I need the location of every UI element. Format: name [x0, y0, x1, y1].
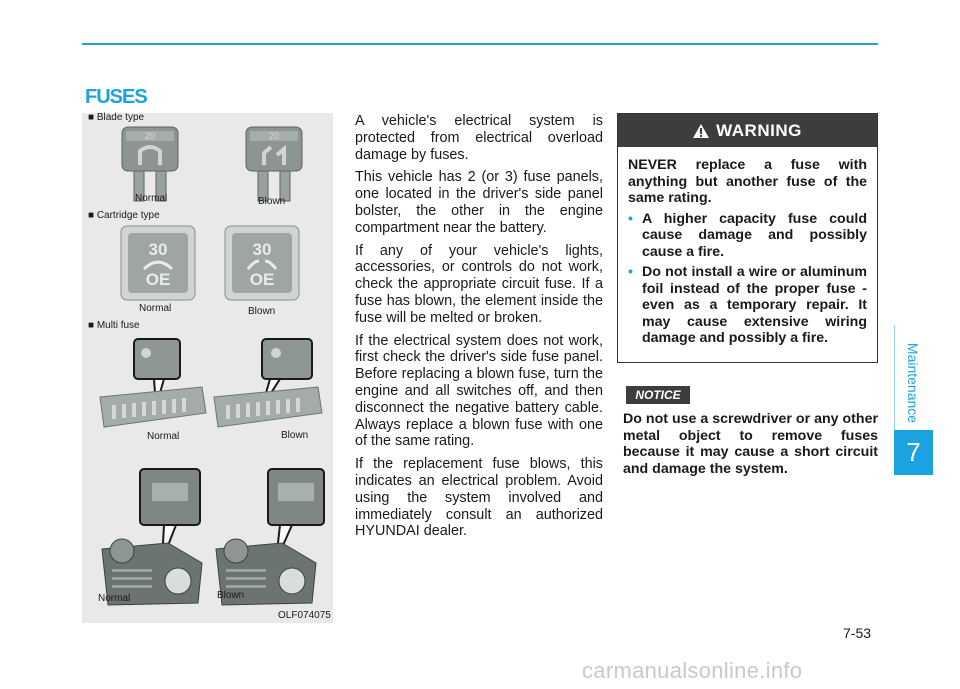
- fuse-figure: [82, 113, 333, 623]
- cartridge-normal-label: Normal: [139, 303, 172, 314]
- multi-fuse-label: ■ Multi fuse: [88, 320, 140, 331]
- fuse-module-blown-image: [212, 465, 328, 607]
- multi-fuse-normal-image: [98, 335, 210, 435]
- notice-tag: NOTICE: [626, 386, 690, 404]
- blade-type-label: ■ Blade type: [88, 112, 145, 123]
- cartridge-blown-label: Blown: [248, 306, 276, 317]
- watermark-link[interactable]: carmanualsonline.info: [582, 658, 803, 683]
- warning-box: [617, 113, 878, 363]
- sidebar-chapter-label: [894, 335, 933, 430]
- body-text: [355, 113, 603, 546]
- sidebar-label-text: Maintenance: [905, 342, 922, 423]
- chapter-tab: 7: [894, 430, 933, 475]
- body-paragraph-1: A vehicle's electrical system is protected from electrical overload damage by fuses.: [355, 113, 603, 163]
- warning-header: [618, 114, 877, 147]
- warning-item: • Do not install a wire or aluminum foil instead of the proper fuse - even as a temporary repair. It may cause extensive wiring damage and possibly a fire.: [628, 264, 867, 347]
- warning-item: • A higher capacity fuse could cause damage and possibly cause a fire.: [628, 211, 867, 261]
- header-rule: [82, 43, 878, 45]
- multi-normal-label: Normal: [147, 431, 180, 442]
- page-number: 7-53: [843, 625, 872, 641]
- warning-list: [628, 211, 867, 347]
- warning-body: [618, 147, 877, 347]
- blade-fuse-blown-image: [244, 125, 304, 205]
- module-normal-label: Normal: [98, 593, 131, 604]
- warning-triangle-icon: [693, 124, 709, 138]
- blade-normal-label: Normal: [135, 193, 168, 204]
- cartridge-blown-rating: 30: [252, 240, 272, 259]
- module-blown-label: Blown: [217, 590, 245, 601]
- blade-normal-rating: 20: [144, 131, 156, 141]
- body-paragraph-5: If the replacement fuse blows, this indicates an electrical problem. Avoid using the system involved and immediately consult an authorized HYUNDAI dealer.: [355, 456, 603, 540]
- fuse-module-normal-image: [98, 465, 210, 607]
- cartridge-normal-rating: 30: [148, 240, 168, 259]
- notice-text: Do not use a screwdriver or any other metal object to remove fuses because it may cause a short circuit and damage the system.: [623, 411, 878, 477]
- section-title: FUSES: [85, 86, 147, 108]
- cartridge-fuse-normal-image: [120, 225, 196, 301]
- body-paragraph-4: If the electrical system does not work, first check the driver's side fuse panel. Before replacing a blown fuse, turn the engine and all switches off, and then disconnect the negative battery cable. Always replace a blown fuse with one of the same rating.: [355, 332, 603, 450]
- blade-blown-rating: 20: [268, 131, 280, 141]
- cartridge-blown-code: OE: [249, 270, 275, 289]
- warning-lead: NEVER replace a fuse with anything but another fuse of the same rating.: [628, 157, 867, 206]
- cartridge-type-label: ■ Cartridge type: [88, 210, 160, 221]
- multi-fuse-blown-image: [212, 335, 328, 435]
- blade-blown-label: Blown: [258, 196, 286, 207]
- body-paragraph-2: This vehicle has 2 (or 3) fuse panels, one located in the driver's side panel bolster, the other in the engine compartment near the battery.: [355, 169, 603, 236]
- cartridge-normal-code: OE: [145, 270, 171, 289]
- body-paragraph-3: If any of your vehicle's lights, accessories, or controls do not work, check the appropriate circuit fuse. If a fuse has blown, the element inside the fuse will be melted or broken.: [355, 242, 603, 326]
- warning-title: WARNING: [716, 120, 802, 140]
- multi-blown-label: Blown: [281, 430, 309, 441]
- figure-code: OLF074075: [278, 610, 331, 621]
- cartridge-fuse-blown-image: [224, 225, 300, 301]
